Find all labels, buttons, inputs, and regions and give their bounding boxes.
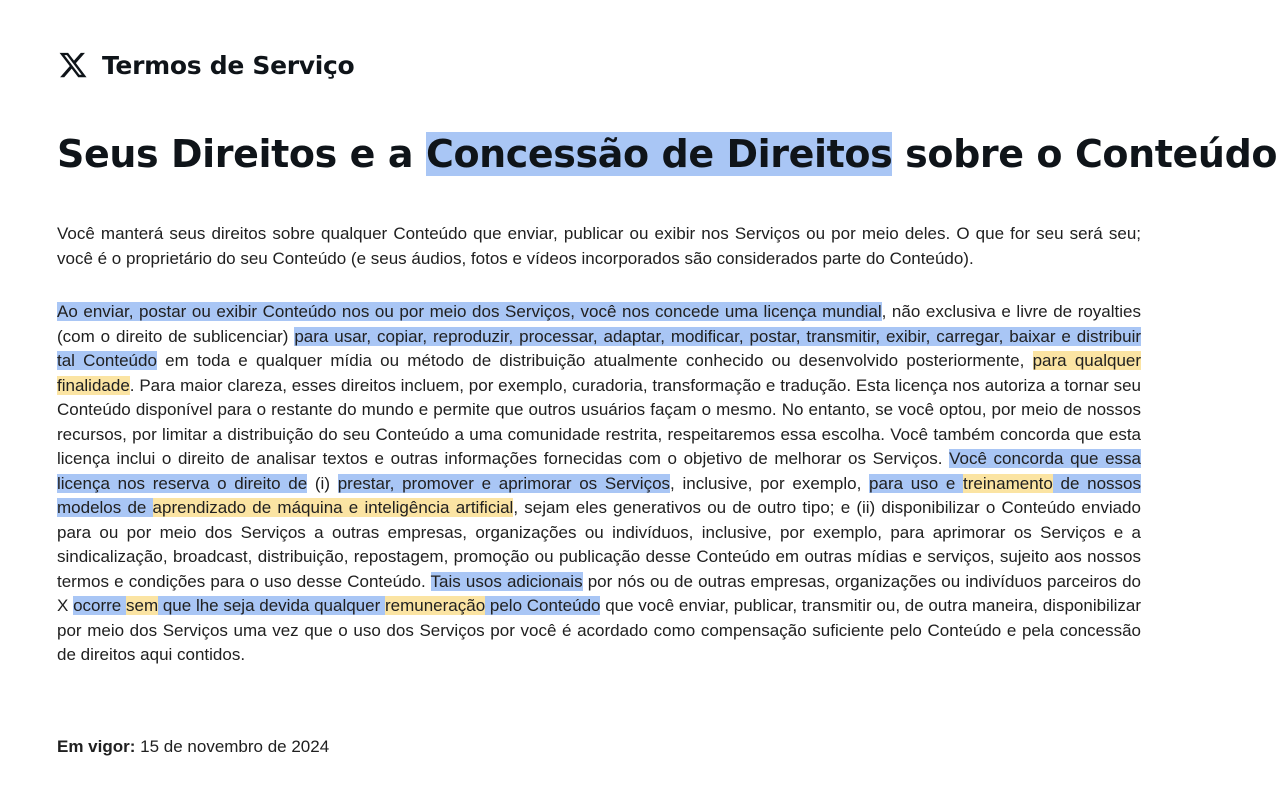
text-segment: por nós ou de outras empresas, organizações ou indivíduos parceiros do X bbox=[57, 571, 1141, 615]
title-part-2: sobre o Conteúdo bbox=[892, 132, 1277, 176]
highlight-improve-services: prestar, promover e aprimorar os Serviços bbox=[337, 473, 671, 493]
header bbox=[58, 48, 354, 82]
text-segment: , inclusive, por exemplo, bbox=[670, 473, 870, 493]
highlight-training: treinamento bbox=[963, 473, 1053, 493]
highlight-without: sem bbox=[126, 596, 159, 615]
effective-date-value: 15 de novembro de 2024 bbox=[140, 737, 330, 756]
highlight-reserve-right: Você concorda que essa licença nos reserva o direito de bbox=[57, 449, 1142, 493]
highlight-remuneration: remuneração bbox=[384, 596, 486, 615]
text-segment: em toda e qualquer mídia ou método de distribuição atualmente conhecido ou desenvolvido posteriormente, bbox=[156, 351, 1033, 370]
brand-title: Termos de Serviço bbox=[102, 50, 355, 80]
highlight-any-purpose: para qualquer finalidade bbox=[57, 351, 1142, 395]
highlight-additional-uses: Tais usos adicionais bbox=[430, 571, 583, 591]
effective-label: Em vigor: bbox=[57, 737, 136, 756]
paragraph-rights: Você manterá seus direitos sobre qualquer Conteúdo que enviar, publicar ou exibir nos Serviços ou por meio deles. O que for seu será seu; você é o proprietário do seu Conteúdo (e seus áudios, fotos e vídeos incorporados são considerados parte do Conteúdo). bbox=[57, 224, 1141, 268]
highlight-use-and: para uso e bbox=[869, 473, 964, 493]
page-title bbox=[57, 132, 1277, 176]
highlight-owed-any: que lhe seja devida qualquer bbox=[158, 596, 385, 615]
title-part-1: Seus Direitos e a bbox=[57, 132, 426, 176]
highlight-license-worldwide: Ao enviar, postar ou exibir Conteúdo nos ou por meio dos Serviços, você nos concede uma licença mundial bbox=[57, 302, 882, 321]
highlight-ml-ai: aprendizado de máquina e inteligência artificial bbox=[152, 498, 514, 517]
text-segment: , sejam eles generativos ou de outro tipo; e (ii) disponibilizar o Conteúdo enviado para ou por meio dos Serviços a outras empresas, organizações ou indivíduos, inclusive, por exemplo, para aprimorar os Serviços e a sindicalização, broadcast, distribuição, repostagem, promoção ou publicação desse Conteúdo em outras mídias e serviços, sujeito aos nossos termos e condições para o uso desse Conteúdo. bbox=[57, 498, 1141, 591]
text-segment: (i) bbox=[307, 473, 338, 493]
text-segment: que você enviar, publicar, transmitir ou, de outra maneira, disponibilizar por meio dos Serviços uma vez que o uso dos Serviços por você é acordado como compensação suficiente pelo Conteúdo e pela concessão de direitos aqui contidos. bbox=[57, 596, 1142, 664]
text-segment: . Para maior clareza, esses direitos incluem, por exemplo, curadoria, transformação e tradução. Esta licença nos autoriza a tornar seu Conteúdo disponível para o restante do mundo e permite que outros usuários façam o mesmo. No entanto, se você optou, por meio de nossos recursos, por limitar a distribuição do seu Conteúdo a uma comunidade restrita, respeitaremos essa escolha. Você também concorda que esta licença inclui o direito de analisar textos e outras informações fornecidas com o objetivo de melhorar os Serviços. bbox=[57, 375, 1141, 468]
title-highlight: Concessão de Direitos bbox=[425, 132, 893, 176]
effective-date bbox=[57, 737, 329, 757]
highlight-our-models: de nossos modelos de bbox=[57, 473, 1142, 517]
text-segment: , não exclusiva e livre de royalties (com o direito de sublicenciar) bbox=[57, 302, 1141, 346]
x-logo-icon[interactable] bbox=[58, 48, 88, 82]
highlight-for-content: pelo Conteúdo bbox=[485, 596, 601, 615]
highlight-occurs: ocorre bbox=[73, 596, 126, 615]
paragraph-license bbox=[57, 300, 1141, 668]
highlight-usage-rights: para usar, copiar, reproduzir, processar, adaptar, modificar, postar, transmitir, exibir, carregar, baixar e distribuir tal Conteúdo bbox=[57, 326, 1142, 370]
